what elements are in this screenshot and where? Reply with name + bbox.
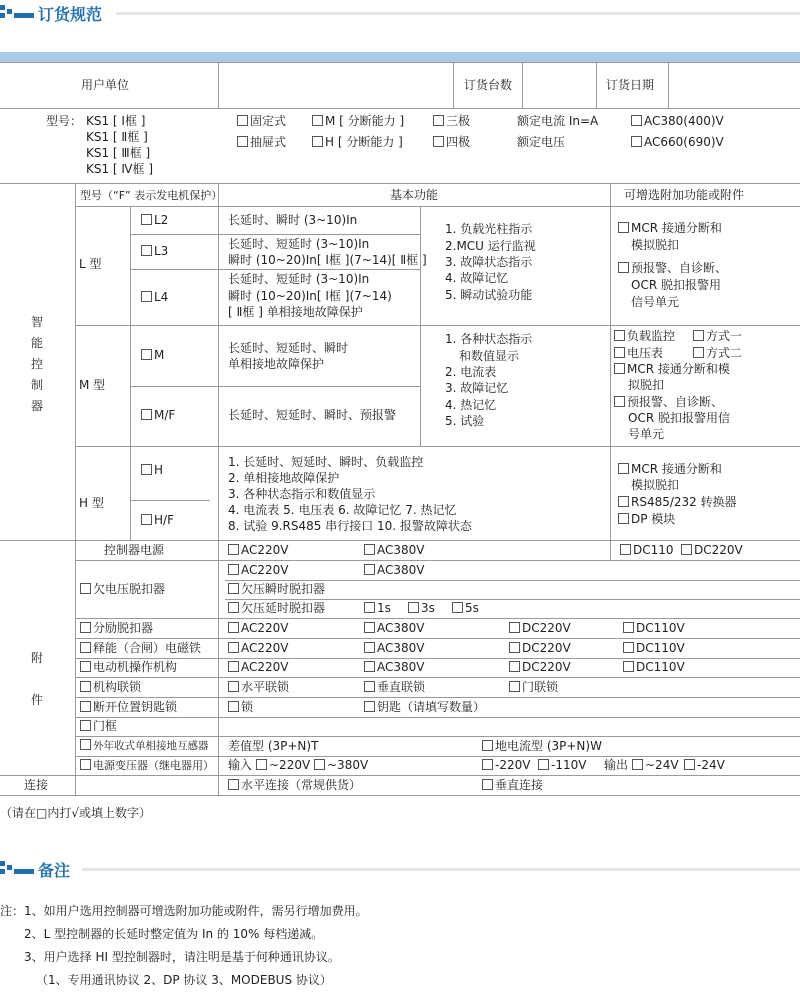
output-24v[interactable]: ~24V xyxy=(632,758,679,773)
ac660-option[interactable]: AC660(690)V xyxy=(631,135,724,150)
ctrl-power-dc220[interactable]: DC220V xyxy=(681,543,743,558)
checkbox[interactable] xyxy=(141,464,152,475)
checkbox[interactable] xyxy=(312,136,323,147)
m-break-option[interactable]: M [ 分断能力 ] xyxy=(312,114,404,129)
checkbox[interactable] xyxy=(614,396,625,407)
l2-function: 长延时、瞬时 (3~10)In xyxy=(228,213,358,227)
l-list-item: 3. 故障状态指示 xyxy=(445,255,533,269)
h-list-item: 8. 试验 9.RS485 串行接口 10. 报警故障状态 xyxy=(228,519,472,533)
checkbox[interactable] xyxy=(228,701,239,712)
checkbox[interactable] xyxy=(538,759,549,770)
checkbox[interactable] xyxy=(364,681,375,692)
model-ks1-4: KS1 [ Ⅳ框 ] xyxy=(86,162,154,176)
l4-function-2: 瞬时 (10~20)In[ Ⅰ框 ](7~14) xyxy=(228,289,392,303)
input-neg220v[interactable]: -220V xyxy=(482,758,530,773)
m-list-item: 5. 试验 xyxy=(445,414,485,428)
m-list-item: 1. 各种状态指示 xyxy=(445,332,533,346)
release-dc220[interactable]: DC220V xyxy=(509,641,571,656)
checkbox[interactable] xyxy=(618,262,629,273)
rated-voltage-label: 额定电压 xyxy=(517,135,566,149)
checkbox[interactable] xyxy=(509,681,520,692)
transformer-option[interactable]: 电源变压器（继电器用） xyxy=(80,758,214,773)
m-extra-mode2[interactable]: 方式二 xyxy=(693,346,742,361)
date-field[interactable] xyxy=(669,63,799,107)
m-extra-mcr-2: 拟脱扣 xyxy=(628,378,665,392)
h-option[interactable]: H xyxy=(141,463,163,478)
model-ks1-3: KS1 [ Ⅲ框 ] xyxy=(86,146,151,160)
checkbox[interactable] xyxy=(80,739,91,750)
l-list-item: 4. 故障记忆 xyxy=(445,271,509,285)
uv-delay-option[interactable]: 欠压延时脱扣器 xyxy=(228,601,325,616)
checkbox[interactable] xyxy=(228,681,239,692)
checkbox[interactable] xyxy=(614,330,625,341)
m-extra-load[interactable]: 负载监控 xyxy=(614,329,675,344)
checkbox[interactable] xyxy=(141,409,152,420)
checkbox[interactable] xyxy=(80,622,91,633)
note-line: 注：1、如用户选用控制器可增选附加功能或附件，需另行增加费用。 xyxy=(0,904,368,918)
key-option[interactable]: 钥匙（请填写数量） xyxy=(364,700,485,715)
checkbox[interactable] xyxy=(618,496,629,507)
checkbox[interactable] xyxy=(228,583,239,594)
checkbox[interactable] xyxy=(623,642,634,653)
checkbox[interactable] xyxy=(141,245,152,256)
shunt-ac220[interactable]: AC220V xyxy=(228,621,289,636)
three-pole-option[interactable]: 三极 xyxy=(433,114,470,129)
checkbox[interactable] xyxy=(80,583,91,594)
checkbox[interactable] xyxy=(80,642,91,653)
m-function-2: 单相接地故障保护 xyxy=(228,357,325,371)
l3-option[interactable]: L3 xyxy=(141,244,168,259)
header-band xyxy=(0,52,800,62)
checkbox[interactable] xyxy=(482,759,493,770)
m-extra-mcr[interactable]: MCR 接通分断和模 xyxy=(614,362,730,377)
l3-function-2: 瞬时 (10~20)In[ Ⅰ框 ](7~14)[ Ⅱ框 ] xyxy=(228,253,427,267)
date-label: 订货日期 xyxy=(606,78,655,92)
input-label: 输入 xyxy=(228,758,253,772)
controller-power-label: 控制器电源 xyxy=(104,543,165,557)
h-list-item: 2. 单相接地故障保护 xyxy=(228,471,340,485)
checkbox[interactable] xyxy=(618,222,629,233)
mf-option[interactable]: M/F xyxy=(141,408,175,423)
checkbox[interactable] xyxy=(509,642,520,653)
checkbox[interactable] xyxy=(364,602,375,613)
key-lock-option[interactable]: 断开位置钥匙锁 xyxy=(80,700,177,715)
m-option[interactable]: M xyxy=(141,348,164,363)
drawer-option[interactable]: 抽屉式 xyxy=(237,135,286,150)
m-extra-ocr: OCR 脱扣报警用信 xyxy=(628,411,730,425)
model-ks1-2: KS1 [ Ⅱ框 ] xyxy=(86,130,148,144)
col-basic-header: 基本功能 xyxy=(390,188,439,202)
horizontal-connection-option[interactable]: 水平连接（常规供货） xyxy=(228,778,361,793)
h-extra-dp[interactable]: DP 模块 xyxy=(618,512,675,527)
section-title: 订货规范 xyxy=(38,5,103,24)
checkbox[interactable] xyxy=(80,661,91,672)
motor-dc110[interactable]: DC110V xyxy=(623,660,685,675)
section-rule xyxy=(82,868,800,871)
checkbox[interactable] xyxy=(141,291,152,302)
accessories-section-label: 附件 xyxy=(30,651,43,707)
shunt-option[interactable]: 分励脱扣器 xyxy=(80,621,153,636)
quantity-label: 订货台数 xyxy=(464,78,513,92)
m-list-item: 3. 故障记忆 xyxy=(445,381,509,395)
checkbox[interactable] xyxy=(228,564,239,575)
checkbox[interactable] xyxy=(228,661,239,672)
l4-function-3: [ Ⅱ框 ] 单相接地故障保护 xyxy=(228,305,363,319)
l-extra-ocr: OCR 脱扣报警用 xyxy=(631,278,721,292)
door-lock-option[interactable]: 门联锁 xyxy=(509,680,558,695)
l-extra-prealarm[interactable]: 预报警、自诊断、 xyxy=(618,261,727,276)
checkbox[interactable] xyxy=(80,701,91,712)
delay-1s[interactable]: 1s xyxy=(364,601,391,616)
vertical-connection-option[interactable]: 垂直连接 xyxy=(482,778,543,793)
m-list-item: 2. 电流表 xyxy=(445,365,497,379)
l3-function-1: 长延时、短延时 (3~10)In xyxy=(228,237,370,251)
quantity-field[interactable] xyxy=(523,63,595,107)
mf-function: 长延时、短延时、瞬时、预报警 xyxy=(228,408,397,422)
h-list-item: 1. 长延时、短延时、瞬时、负载监控 xyxy=(228,455,424,469)
connection-label: 连接 xyxy=(24,778,49,792)
l-extra-signal: 信号单元 xyxy=(631,295,680,309)
l4-option[interactable]: L4 xyxy=(141,290,168,305)
checkbox[interactable] xyxy=(237,115,248,126)
shunt-ac380[interactable]: AC380V xyxy=(364,621,425,636)
checkbox[interactable] xyxy=(614,347,625,358)
ac380-option[interactable]: AC380(400)V xyxy=(631,114,724,129)
motor-dc220[interactable]: DC220V xyxy=(509,660,571,675)
uv-ac220[interactable]: AC220V xyxy=(228,563,289,578)
checkbox[interactable] xyxy=(228,642,239,653)
model-ks1-1: KS1 [ Ⅰ框 ] xyxy=(86,114,146,128)
checkbox[interactable] xyxy=(623,661,634,672)
shunt-dc220[interactable]: DC220V xyxy=(509,621,571,636)
checkbox[interactable] xyxy=(620,544,631,555)
m-extra-signal: 号单元 xyxy=(628,427,665,441)
checkbox[interactable] xyxy=(364,544,375,555)
checkbox[interactable] xyxy=(509,661,520,672)
ctrl-power-ac220[interactable]: AC220V xyxy=(228,543,289,558)
input-220v[interactable]: ~220V xyxy=(256,758,310,773)
output-label: 输出 xyxy=(604,758,629,772)
checkbox[interactable] xyxy=(228,602,239,613)
notes-section-header xyxy=(0,856,800,882)
col-model-header: 型号（“F” 表示发电机保护） xyxy=(80,189,223,202)
checkbox[interactable] xyxy=(681,544,692,555)
checkbox[interactable] xyxy=(228,622,239,633)
ctrl-power-ac380[interactable]: AC380V xyxy=(364,543,425,558)
uv-instant-option[interactable]: 欠压瞬时脱扣器 xyxy=(228,582,325,597)
l2-option[interactable]: L2 xyxy=(141,213,168,228)
l-extra-mcr-2: 模拟脱扣 xyxy=(631,238,680,252)
m-extra-mode1[interactable]: 方式一 xyxy=(693,329,742,344)
section-title: 备注 xyxy=(38,861,71,880)
checkbox[interactable] xyxy=(632,759,643,770)
rated-current-label: 额定电流 In=A xyxy=(517,114,599,128)
checkbox[interactable] xyxy=(141,214,152,225)
input-380v[interactable]: ~380V xyxy=(314,758,368,773)
checkbox[interactable] xyxy=(482,740,493,751)
m-list-item: 4. 热记忆 xyxy=(445,398,497,412)
release-ac220[interactable]: AC220V xyxy=(228,641,289,656)
door-frame-option[interactable]: 门框 xyxy=(80,719,117,734)
checkbox[interactable] xyxy=(80,720,91,731)
note-line: 2、L 型控制器的长延时整定值为 In 的 10% 每档递减。 xyxy=(24,927,324,941)
ordering-section-header xyxy=(0,0,800,26)
h-list-item: 4. 电流表 5. 电压表 6. 故障记忆 7. 热记忆 xyxy=(228,503,457,517)
l-list-item: 2.MCU 运行监视 xyxy=(445,239,536,253)
interlock-option[interactable]: 机构联锁 xyxy=(80,680,141,695)
delay-5s[interactable]: 5s xyxy=(452,601,479,616)
checkbox[interactable] xyxy=(631,136,642,147)
checkbox[interactable] xyxy=(452,602,463,613)
checkbox[interactable] xyxy=(408,602,419,613)
checkbox[interactable] xyxy=(631,115,642,126)
m-list-item: 和数值显示 xyxy=(459,349,520,363)
checkbox[interactable] xyxy=(693,347,704,358)
fixed-option[interactable]: 固定式 xyxy=(237,114,286,129)
uv-ac380[interactable]: AC380V xyxy=(364,563,425,578)
h-extra-mcr-2: 模拟脱扣 xyxy=(631,478,680,492)
h-list-item: 3. 各种状态指示和数值显示 xyxy=(228,487,376,501)
m-extra-prealarm[interactable]: 预报警、自诊断、 xyxy=(614,395,723,410)
h-break-option[interactable]: H [ 分断能力 ] xyxy=(312,135,403,150)
checkbox[interactable] xyxy=(364,642,375,653)
output-neg24v[interactable]: -24V xyxy=(684,758,725,773)
checkbox[interactable] xyxy=(623,622,634,633)
checkbox[interactable] xyxy=(228,544,239,555)
checkbox[interactable] xyxy=(433,136,444,147)
horizontal-lock-option[interactable]: 水平联锁 xyxy=(228,680,289,695)
undervoltage-option[interactable]: 欠电压脱扣器 xyxy=(80,582,165,597)
h-type-label: H 型 xyxy=(79,496,104,510)
l4-function-1: 长延时、短延时 (3~10)In xyxy=(228,272,370,286)
hf-option[interactable]: H/F xyxy=(141,513,174,528)
four-pole-option[interactable]: 四极 xyxy=(433,135,470,150)
checkbox[interactable] xyxy=(312,115,323,126)
col-extra-header: 可增选附加功能或附件 xyxy=(624,188,745,202)
checkbox[interactable] xyxy=(509,622,520,633)
checkbox[interactable] xyxy=(433,115,444,126)
lock-option[interactable]: 锁 xyxy=(228,700,253,715)
checkbox[interactable] xyxy=(237,136,248,147)
checkbox[interactable] xyxy=(364,701,375,712)
l-list-item: 5. 瞬动试验功能 xyxy=(445,288,533,302)
user-unit-label: 用户单位 xyxy=(81,78,130,92)
checkbox[interactable] xyxy=(618,513,629,524)
controller-section-label: 智能控制器 xyxy=(30,315,43,413)
checkbox[interactable] xyxy=(364,564,375,575)
release-option[interactable]: 释能（合闸）电磁铁 xyxy=(80,641,201,656)
section-logo-icon xyxy=(0,3,36,21)
checkbox[interactable] xyxy=(314,759,325,770)
input-neg110v[interactable]: -110V xyxy=(538,758,586,773)
note-line: 3、用户选择 HI 型控制器时，请注明是基于何种通讯协议。 xyxy=(24,950,340,964)
checkbox[interactable] xyxy=(256,759,267,770)
h-extra-mcr[interactable]: MCR 接通分断和 xyxy=(618,462,722,477)
l-type-label: L 型 xyxy=(79,257,102,271)
delay-3s[interactable]: 3s xyxy=(408,601,435,616)
motor-ac380[interactable]: AC380V xyxy=(364,660,425,675)
checkbox[interactable] xyxy=(80,759,91,770)
section-rule xyxy=(116,12,800,15)
checkbox[interactable] xyxy=(618,463,629,474)
m-type-label: M 型 xyxy=(79,378,106,392)
l-list-item: 1. 负载光柱指示 xyxy=(445,222,533,236)
ctrl-power-dc110[interactable]: DC110 xyxy=(620,543,674,558)
checkbox[interactable] xyxy=(364,661,375,672)
l-extra-mcr[interactable]: MCR 接通分断和 xyxy=(618,221,722,236)
user-unit-field[interactable] xyxy=(219,63,452,107)
diff-type-label: 差值型 (3P+N)T xyxy=(228,739,319,753)
checkbox[interactable] xyxy=(228,779,239,790)
m-extra-meter[interactable]: 电压表 xyxy=(614,346,663,361)
model-label: 型号： xyxy=(46,114,83,128)
ground-type-option[interactable]: 地电流型 (3P+N)W xyxy=(482,739,602,754)
checkbox[interactable] xyxy=(684,759,695,770)
h-extra-rs485[interactable]: RS485/232 转换器 xyxy=(618,495,737,510)
shunt-dc110[interactable]: DC110V xyxy=(623,621,685,636)
checkbox[interactable] xyxy=(614,363,625,374)
motor-option[interactable]: 电动机操作机构 xyxy=(80,660,177,675)
checkbox[interactable] xyxy=(80,681,91,692)
ground-ct-option[interactable]: 外年收式单相接地互感器 xyxy=(80,739,209,754)
checkbox[interactable] xyxy=(482,779,493,790)
checkbox[interactable] xyxy=(141,514,152,525)
motor-ac220[interactable]: AC220V xyxy=(228,660,289,675)
section-logo-icon xyxy=(0,859,36,877)
release-ac380[interactable]: AC380V xyxy=(364,641,425,656)
fill-hint: （请在□内打√或填上数字） xyxy=(0,806,151,820)
note-line: （1、专用通讯协议 2、DP 协议 3、MODEBUS 协议） xyxy=(36,973,332,987)
m-function-1: 长延时、短延时、瞬时 xyxy=(228,341,349,355)
checkbox[interactable] xyxy=(141,349,152,360)
vertical-lock-option[interactable]: 垂直联锁 xyxy=(364,680,425,695)
release-dc110[interactable]: DC110V xyxy=(623,641,685,656)
checkbox[interactable] xyxy=(693,330,704,341)
checkbox[interactable] xyxy=(364,622,375,633)
